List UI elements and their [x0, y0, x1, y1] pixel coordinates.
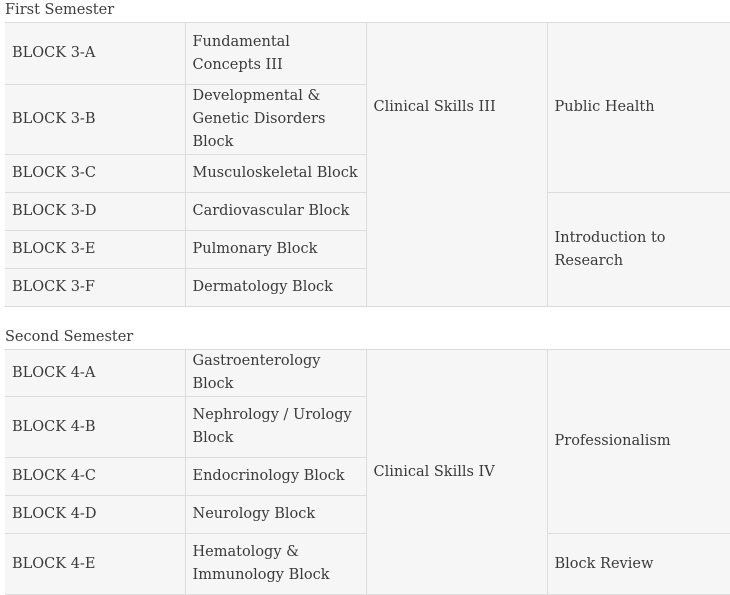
- longitudinal-course: Public Health: [547, 23, 730, 193]
- block-code: BLOCK 3-A: [12, 45, 96, 61]
- block-course: Fundamental Concepts III: [185, 23, 366, 85]
- block-code: BLOCK 4-A: [12, 364, 96, 381]
- block-course: Endocrinology Block: [185, 458, 366, 496]
- block-code: BLOCK 3-F: [5, 269, 185, 307]
- block-code: BLOCK 3-E: [5, 231, 185, 269]
- block-code: BLOCK 4-E: [5, 534, 185, 595]
- first-semester-title: First Semester: [5, 2, 115, 18]
- table-row: [5, 193, 730, 231]
- block-course: Pulmonary Block: [185, 231, 366, 269]
- block-code: BLOCK 4-B: [5, 397, 185, 458]
- block-course: Gastroenterology Block: [185, 350, 366, 397]
- block-course: Neurology Block: [185, 496, 366, 534]
- block-code: BLOCK 3-B: [5, 85, 185, 155]
- block-code: BLOCK 4-C: [5, 458, 185, 496]
- table-row: [5, 23, 730, 85]
- longitudinal-course: Professionalism: [547, 350, 730, 534]
- clinical-skills-cell: Clinical Skills IV: [366, 350, 547, 595]
- block-code: BLOCK 3-C: [5, 155, 185, 193]
- longitudinal-course: Introduction to Research: [547, 193, 730, 307]
- clinical-skills-cell: Clinical Skills III: [366, 23, 547, 193]
- block-course: Developmental & Genetic Disorders Block: [185, 85, 366, 155]
- first-semester-table: [5, 22, 730, 307]
- block-course: Musculoskeletal Block: [185, 155, 366, 193]
- longitudinal-course: Block Review: [547, 534, 730, 595]
- second-semester-title: Second Semester: [5, 329, 134, 345]
- table-row: [5, 350, 730, 397]
- second-semester-table: [5, 349, 730, 595]
- block-code: BLOCK 4-D: [5, 496, 185, 534]
- clinical-skills-cell-continued: [366, 193, 547, 307]
- block-course: Hematology & Immunology Block: [185, 534, 366, 595]
- block-course: Cardiovascular Block: [185, 193, 366, 231]
- block-course: Dermatology Block: [185, 269, 366, 307]
- block-course: Nephrology / Urology Block: [185, 397, 366, 458]
- block-code: BLOCK 3-D: [5, 193, 185, 231]
